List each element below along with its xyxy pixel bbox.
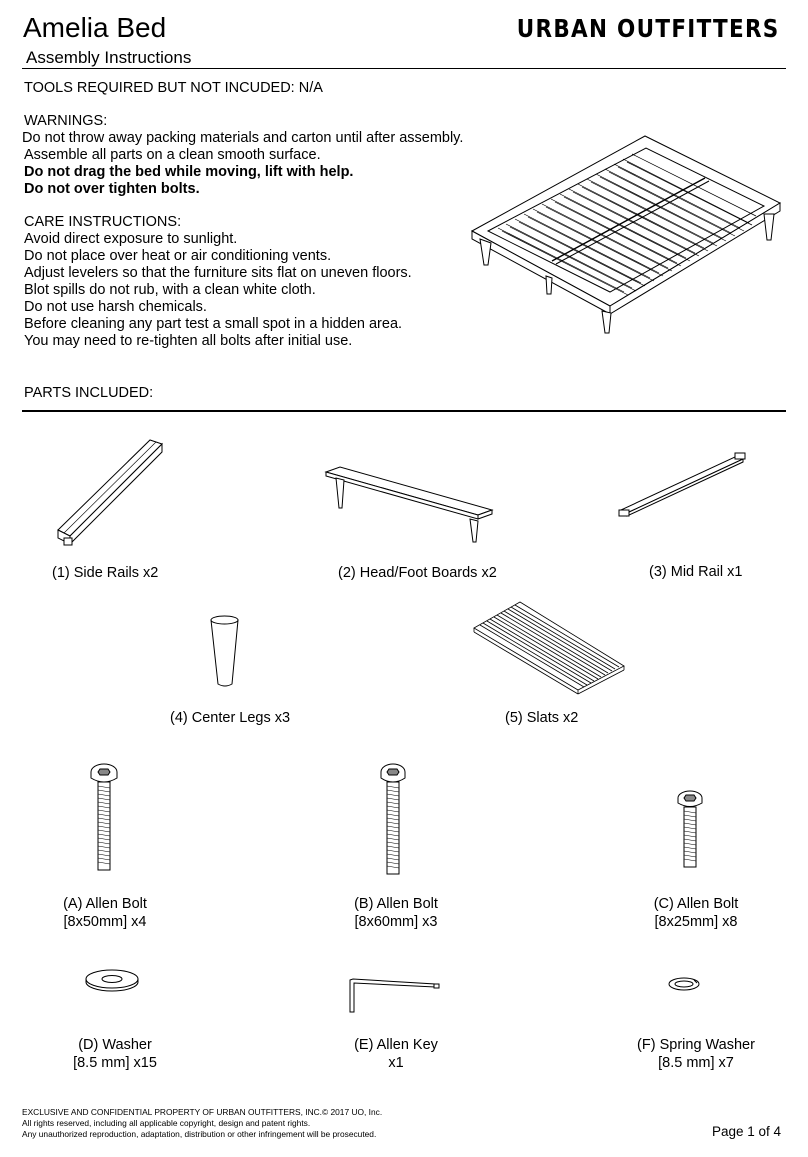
legal-line: Any unauthorized reproduction, adaptation, distribution or other infringement will be prosecuted. (22, 1129, 377, 1139)
slats-illustration (470, 600, 630, 692)
allen-key-label (350, 1036, 442, 1072)
washer-d-spec: [8.5 mm] x15 (73, 1055, 157, 1071)
bolt-b-name: (B) Allen Bolt (354, 896, 438, 912)
washer-d-name: (D) Washer (78, 1037, 152, 1053)
allen-key-qty: x1 (388, 1055, 404, 1071)
care-line: Adjust levelers so that the furniture sits flat on uneven floors. (24, 265, 412, 281)
center-legs-label: (4) Center Legs x3 (170, 710, 291, 726)
bolt-a-illustration (88, 760, 120, 872)
care-line: You may need to re-tighten all bolts after initial use. (24, 333, 353, 349)
page-title: Amelia Bed (23, 12, 167, 43)
legal-line: EXCLUSIVE AND CONFIDENTIAL PROPERTY OF URBAN OUTFITTERS, INC.© 2017 UO, Inc. (22, 1107, 383, 1117)
spring-washer-illustration (664, 974, 704, 994)
side-rail-illustration (50, 432, 175, 552)
washer-d-label (60, 1036, 170, 1072)
care-line: Do not place over heat or air conditioning vents. (24, 248, 332, 264)
head-foot-board-illustration (320, 462, 500, 547)
warning-line: Assemble all parts on a clean smooth surface. (24, 147, 321, 163)
page-number: Page 1 of 4 (711, 1124, 781, 1139)
care-line: Do not use harsh chemicals. (24, 299, 207, 315)
care-line: Avoid direct exposure to sunlight. (24, 231, 238, 247)
care-line: Blot spills do not rub, with a clean white cloth. (24, 282, 316, 298)
brand-logo: URBAN OUTFITTERS (517, 14, 780, 43)
care-section (24, 214, 412, 350)
spring-washer-name: (F) Spring Washer (637, 1037, 755, 1053)
warnings-section (24, 113, 463, 198)
page-subtitle: Assembly Instructions (26, 48, 192, 67)
parts-heading: PARTS INCLUDED: (24, 385, 154, 401)
center-leg-illustration (205, 612, 245, 692)
head-foot-boards-label: (2) Head/Foot Boards x2 (338, 565, 497, 581)
legal-footer (22, 1107, 382, 1140)
assembled-bed-illustration (460, 128, 790, 338)
parts-divider (22, 410, 786, 412)
washer-d-illustration (82, 966, 142, 996)
mid-rail-illustration (615, 448, 750, 523)
bolt-c-label (644, 895, 748, 931)
warning-line: Do not throw away packing materials and carton until after assembly. (22, 130, 464, 146)
allen-key-illustration (345, 974, 445, 1016)
mid-rail-label: (3) Mid Rail x1 (649, 564, 743, 580)
care-heading: CARE INSTRUCTIONS: (24, 214, 182, 230)
bolt-b-label (348, 895, 444, 931)
header-divider (22, 68, 786, 69)
warning-bold-line: Do not drag the bed while moving, lift with help. (24, 164, 354, 180)
side-rails-label: (1) Side Rails x2 (52, 565, 159, 581)
spring-washer-spec: [8.5 mm] x7 (658, 1055, 734, 1071)
bolt-a-spec: [8x50mm] x4 (63, 914, 147, 930)
bolt-c-name: (C) Allen Bolt (653, 896, 739, 912)
spring-washer-label (630, 1036, 762, 1072)
bolt-a-label (60, 895, 150, 931)
warning-bold-line: Do not over tighten bolts. (24, 181, 200, 197)
bolt-c-illustration (674, 788, 706, 870)
bolt-b-spec: [8x60mm] x3 (354, 914, 438, 930)
allen-key-name: (E) Allen Key (354, 1037, 438, 1053)
warnings-heading: WARNINGS: (24, 113, 108, 129)
bolt-b-illustration (377, 760, 409, 876)
bolt-a-name: (A) Allen Bolt (63, 896, 147, 912)
care-line: Before cleaning any part test a small spot in a hidden area. (24, 316, 403, 332)
legal-line: All rights reserved, including all applicable copyright, design and patent rights. (22, 1118, 311, 1128)
tools-required: TOOLS REQUIRED BUT NOT INCUDED: N/A (24, 80, 323, 96)
bolt-c-spec: [8x25mm] x8 (654, 914, 738, 930)
slats-label: (5) Slats x2 (505, 710, 579, 726)
